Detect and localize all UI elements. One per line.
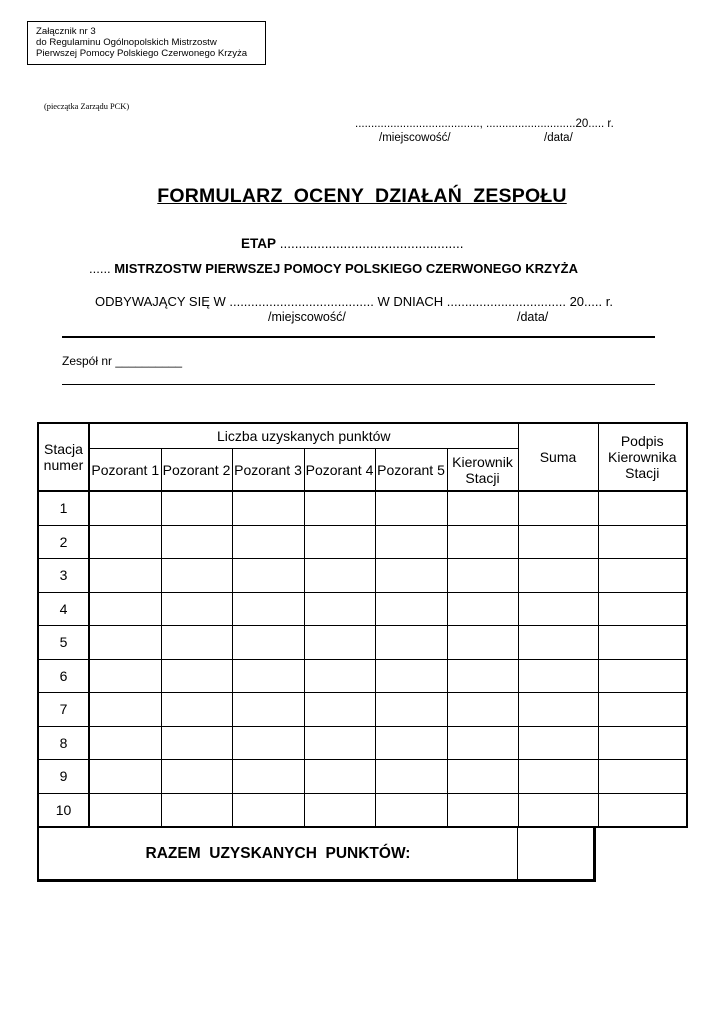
column-header-pozorant-4: Pozorant 4 (304, 449, 375, 492)
table-row (38, 626, 687, 660)
station-number-cell: 5 (38, 626, 89, 660)
championship-line[interactable] (89, 261, 578, 276)
points-cell[interactable] (375, 626, 447, 660)
sum-cell[interactable] (518, 726, 598, 760)
points-cell[interactable] (304, 525, 375, 559)
points-cell[interactable] (447, 491, 518, 525)
points-cell[interactable] (304, 659, 375, 693)
points-cell[interactable] (161, 491, 232, 525)
points-cell[interactable] (447, 726, 518, 760)
total-points-box (37, 826, 596, 882)
total-points-label: RAZEM UZYSKANYCH PUNKTÓW: (39, 828, 518, 879)
points-cell[interactable] (161, 793, 232, 827)
points-cell[interactable] (304, 559, 375, 593)
column-header-pozorant-1: Pozorant 1 (89, 449, 161, 492)
column-header-pozorant-3: Pozorant 3 (232, 449, 304, 492)
signature-cell[interactable] (598, 726, 687, 760)
held-date-label: /data/ (517, 310, 549, 324)
signature-header: Podpis Kierownika Stacji (598, 423, 687, 491)
points-header: Liczba uzyskanych punktów (89, 423, 518, 449)
points-cell[interactable] (89, 559, 161, 593)
sum-cell[interactable] (518, 760, 598, 794)
station-number-cell: 4 (38, 592, 89, 626)
points-cell[interactable] (161, 592, 232, 626)
sum-header: Suma (518, 423, 598, 491)
table-row (38, 726, 687, 760)
points-cell[interactable] (232, 726, 304, 760)
stamp-label: (pieczątka Zarządu PCK) (44, 102, 130, 111)
total-points-cell[interactable] (518, 828, 595, 879)
points-cell[interactable] (89, 592, 161, 626)
column-header-pozorant-2: Pozorant 2 (161, 449, 232, 492)
points-cell[interactable] (375, 525, 447, 559)
points-cell[interactable] (89, 525, 161, 559)
stage-dots: ................................................. (276, 236, 464, 251)
table-row (38, 793, 687, 827)
column-header-pozorant-5: Pozorant 5 (375, 449, 447, 492)
points-cell[interactable] (375, 592, 447, 626)
points-cell[interactable] (89, 760, 161, 794)
points-cell[interactable] (304, 726, 375, 760)
championship-prefix: ...... (89, 261, 115, 276)
signature-cell[interactable] (598, 592, 687, 626)
station-number-cell: 7 (38, 693, 89, 727)
table-row (38, 525, 687, 559)
signature-cell[interactable] (598, 559, 687, 593)
points-cell[interactable] (304, 626, 375, 660)
points-cell[interactable] (89, 726, 161, 760)
points-cell[interactable] (304, 693, 375, 727)
table-row (38, 559, 687, 593)
station-number-cell: 9 (38, 760, 89, 794)
points-cell[interactable] (447, 626, 518, 660)
points-cell[interactable] (89, 659, 161, 693)
points-cell[interactable] (232, 659, 304, 693)
points-cell[interactable] (232, 760, 304, 794)
signature-cell[interactable] (598, 626, 687, 660)
annex-note-box (27, 21, 266, 65)
points-cell[interactable] (304, 592, 375, 626)
points-cell[interactable] (89, 693, 161, 727)
points-cell[interactable] (161, 626, 232, 660)
sum-cell[interactable] (518, 491, 598, 525)
station-number-header: Stacja numer (38, 423, 89, 491)
table-row (38, 693, 687, 727)
table-row (38, 659, 687, 693)
sum-cell[interactable] (518, 659, 598, 693)
date-line-field[interactable]: ......................................., ............................20..... r. (355, 118, 614, 130)
signature-cell[interactable] (598, 760, 687, 794)
station-number-cell: 3 (38, 559, 89, 593)
points-cell[interactable] (375, 760, 447, 794)
points-cell[interactable] (232, 626, 304, 660)
station-number-cell: 10 (38, 793, 89, 827)
points-cell[interactable] (89, 793, 161, 827)
stage-label: ETAP (241, 236, 277, 251)
points-cell[interactable] (89, 491, 161, 525)
points-cell[interactable] (161, 525, 232, 559)
date-line-place-label: /miejscowość/ (379, 132, 451, 144)
station-number-cell: 2 (38, 525, 89, 559)
points-cell[interactable] (304, 491, 375, 525)
annex-line-1: Załącznik nr 3 (36, 26, 96, 37)
points-cell[interactable] (447, 693, 518, 727)
sum-cell[interactable] (518, 793, 598, 827)
stage-field[interactable] (241, 236, 464, 251)
championship-name: MISTRZOSTW PIERWSZEJ POMOCY POLSKIEGO CZERWONEGO KRZYŻA (114, 261, 578, 276)
points-cell[interactable] (375, 559, 447, 593)
points-cell[interactable] (375, 793, 447, 827)
points-cell[interactable] (447, 760, 518, 794)
table-row (38, 760, 687, 794)
sum-cell[interactable] (518, 559, 598, 593)
points-cell[interactable] (304, 793, 375, 827)
held-line-field[interactable]: ODBYWAJĄCY SIĘ W ........................................ W DNIACH ................................. 20..... r. (95, 294, 613, 309)
points-cell[interactable] (447, 559, 518, 593)
date-line-date-label: /data/ (544, 132, 573, 144)
points-cell[interactable] (447, 592, 518, 626)
signature-cell[interactable] (598, 525, 687, 559)
points-cell[interactable] (375, 491, 447, 525)
column-header-station-manager: Kierownik Stacji (447, 449, 518, 492)
signature-cell[interactable] (598, 659, 687, 693)
signature-cell[interactable] (598, 491, 687, 525)
points-cell[interactable] (304, 760, 375, 794)
table-row (38, 491, 687, 525)
points-cell[interactable] (232, 525, 304, 559)
points-cell[interactable] (232, 592, 304, 626)
sum-cell[interactable] (518, 525, 598, 559)
sum-cell[interactable] (518, 626, 598, 660)
sum-cell[interactable] (518, 592, 598, 626)
points-cell[interactable] (232, 491, 304, 525)
points-cell[interactable] (375, 693, 447, 727)
station-number-cell: 6 (38, 659, 89, 693)
signature-cell[interactable] (598, 693, 687, 727)
score-table (37, 422, 688, 828)
annex-line-2: do Regulaminu Ogólnopolskich Mistrzostw (36, 37, 217, 48)
form-title: FORMULARZ OCENY DZIAŁAŃ ZESPOŁU (157, 185, 567, 207)
annex-line-3: Pierwszej Pomocy Polskiego Czerwonego Krzyża (36, 48, 248, 59)
points-cell[interactable] (161, 559, 232, 593)
points-cell[interactable] (232, 793, 304, 827)
station-number-cell: 8 (38, 726, 89, 760)
points-cell[interactable] (447, 793, 518, 827)
points-cell[interactable] (232, 693, 304, 727)
team-number-field[interactable]: Zespół nr __________ (62, 354, 183, 368)
points-cell[interactable] (447, 525, 518, 559)
station-number-cell: 1 (38, 491, 89, 525)
points-cell[interactable] (375, 726, 447, 760)
signature-cell[interactable] (598, 793, 687, 827)
points-cell[interactable] (89, 626, 161, 660)
held-place-label: /miejscowość/ (268, 310, 346, 324)
points-cell[interactable] (161, 693, 232, 727)
divider-line (62, 336, 655, 338)
divider-line (62, 384, 655, 385)
points-cell[interactable] (161, 760, 232, 794)
points-cell[interactable] (447, 659, 518, 693)
table-row (38, 592, 687, 626)
points-cell[interactable] (232, 559, 304, 593)
points-cell[interactable] (375, 659, 447, 693)
points-cell[interactable] (161, 659, 232, 693)
sum-cell[interactable] (518, 693, 598, 727)
points-cell[interactable] (161, 726, 232, 760)
